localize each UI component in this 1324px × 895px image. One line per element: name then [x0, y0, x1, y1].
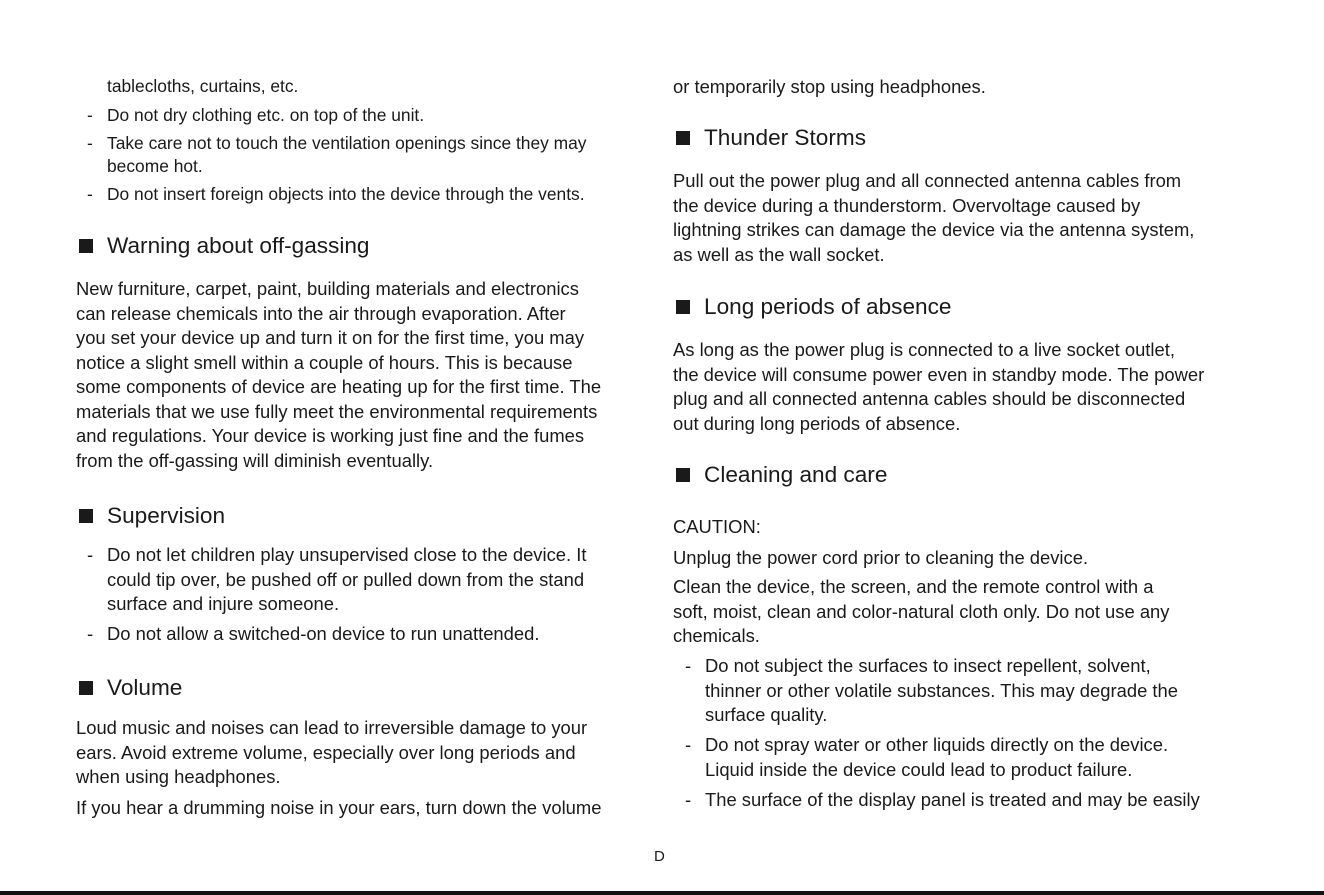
caution-label: CAUTION: — [673, 516, 761, 537]
bottom-border — [0, 891, 1324, 895]
square-bullet-icon — [676, 300, 690, 314]
square-bullet-icon — [79, 509, 93, 523]
clean-line: soft, moist, clean and color-natural cloth only. Do not use any — [673, 600, 1170, 622]
offgassing-line: and regulations. Your device is working just fine and the fumes — [76, 425, 585, 446]
clean-line: Clean the device, the screen, and the remote control with a — [673, 576, 1154, 597]
absence-line: As long as the power plug is connected to a live socket outlet, — [673, 339, 1175, 360]
unplug-line: Unplug the power cord prior to cleaning the device. — [673, 547, 1089, 568]
square-bullet-icon — [79, 681, 93, 695]
absence-line: out during long periods of absence. — [673, 412, 961, 434]
volume-para-line: ears. Avoid extreme volume, especially over long periods and — [76, 741, 576, 763]
offgassing-line: some components of device are heating up for the first time. The — [76, 376, 602, 397]
volume-para-line: when using headphones. — [76, 766, 281, 787]
clean-line: chemicals. — [673, 625, 760, 646]
absence-line: the device will consume power even in standby mode. The power — [673, 363, 1205, 385]
offgassing-line: you set your device up and turn it on for the first time, you may — [76, 327, 585, 348]
offgassing-line: can release chemicals into the air through evaporation. After — [76, 302, 566, 324]
square-bullet-icon — [676, 468, 690, 482]
absence-line: plug and all connected antenna cables should be disconnected — [673, 388, 1186, 409]
offgassing-line: from the off-gassing will diminish eventually. — [76, 449, 434, 471]
volume-continuation: or temporarily stop using headphones. — [673, 76, 986, 97]
page-marker: D — [654, 848, 665, 865]
thunder-line: the device during a thunderstorm. Overvoltage caused by — [673, 194, 1141, 216]
volume-para-line: If you hear a drumming noise in your ears, turn down the volume — [76, 797, 602, 818]
thunder-line: Pull out the power plug and all connected antenna cables from — [673, 170, 1182, 191]
offgassing-line: notice a slight smell within a couple of hours. This is because — [76, 351, 573, 373]
square-bullet-icon — [79, 239, 93, 253]
thunder-line: as well as the wall socket. — [673, 243, 885, 265]
square-bullet-icon — [676, 131, 690, 145]
volume-para-line: Loud music and noises can lead to irreversible damage to your — [76, 717, 588, 738]
offgassing-line: materials that we use fully meet the environmental requirements — [76, 400, 598, 422]
thunder-line: lightning strikes can damage the device via the antenna system, — [673, 219, 1195, 240]
offgassing-line: New furniture, carpet, paint, building materials and electronics — [76, 278, 579, 299]
